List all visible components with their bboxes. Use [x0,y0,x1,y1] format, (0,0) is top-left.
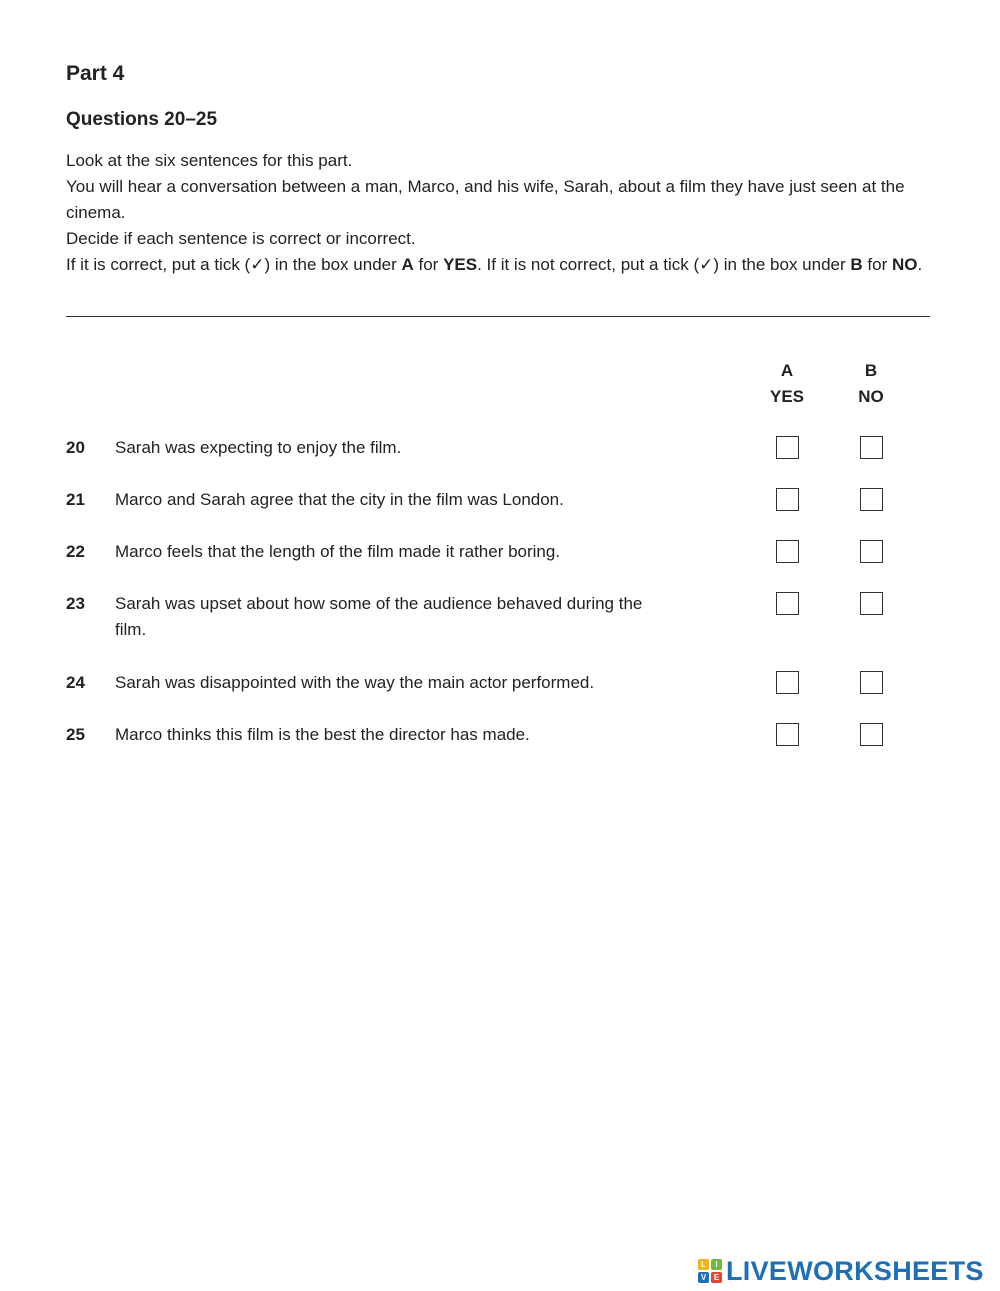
column-header-b [841,358,901,410]
answer-checkbox-no[interactable] [860,723,883,746]
question-row-25 [66,722,946,774]
questions-range-heading: Questions 20–25 [66,109,218,130]
question-text: Marco feels that the length of the film made it rather boring. [115,542,561,561]
answer-checkbox-yes[interactable] [776,592,799,615]
logo-tile: I [711,1259,722,1270]
question-row-21 [66,487,946,539]
logo-tile: L [698,1259,709,1270]
instruction-line-rich: If it is correct, put a tick (✓) in the box under A for YES. If it is not correct, put a tick (✓) in the box under B for NO. [66,255,923,274]
answer-checkbox-no[interactable] [860,592,883,615]
column-a-letter: A [780,361,794,380]
answer-checkbox-yes[interactable] [776,671,799,694]
logo-tile: E [711,1272,722,1283]
question-text: Marco thinks this film is the best the director has made. [115,725,530,744]
question-text: Sarah was expecting to enjoy the film. [115,438,402,457]
liveworksheets-logo-icon [698,1259,722,1283]
logo-text: LIVEWORKSHEETS [726,1255,984,1286]
question-number: 22 [66,542,85,561]
divider [66,316,930,317]
question-text: Marco and Sarah agree that the city in the film was London. [115,490,564,509]
question-number: 24 [66,673,85,692]
question-row-24 [66,670,946,722]
instruction-line: Decide if each sentence is correct or incorrect. [66,229,416,248]
question-row-22 [66,539,946,591]
instruction-line: You will hear a conversation between a man, Marco, and his wife, Sarah, about a film they have just seen at the cinema. [66,177,905,222]
answer-checkbox-yes[interactable] [776,488,799,511]
question-number: 21 [66,490,85,509]
column-b-label: NO [858,387,884,406]
column-b-letter: B [864,361,878,380]
answer-checkbox-no[interactable] [860,671,883,694]
column-a-label: YES [769,387,805,406]
column-header-a [757,358,817,410]
question-text: Sarah was disappointed with the way the main actor performed. [115,673,595,692]
question-number: 23 [66,594,85,613]
answer-checkbox-no[interactable] [860,540,883,563]
part-title: Part 4 [66,62,125,85]
question-row-23 [66,591,946,643]
answer-checkbox-yes[interactable] [776,540,799,563]
instruction-line: Look at the six sentences for this part. [66,151,353,170]
liveworksheets-logo [698,1254,984,1288]
answer-checkbox-no[interactable] [860,488,883,511]
answer-checkbox-yes[interactable] [776,723,799,746]
question-number: 20 [66,438,85,457]
instructions [66,148,946,278]
question-row-20 [66,435,946,487]
question-number: 25 [66,725,85,744]
question-text: Sarah was upset about how some of the audience behaved during the film. [115,594,643,639]
answer-checkbox-yes[interactable] [776,436,799,459]
answer-checkbox-no[interactable] [860,436,883,459]
logo-tile: V [698,1272,709,1283]
